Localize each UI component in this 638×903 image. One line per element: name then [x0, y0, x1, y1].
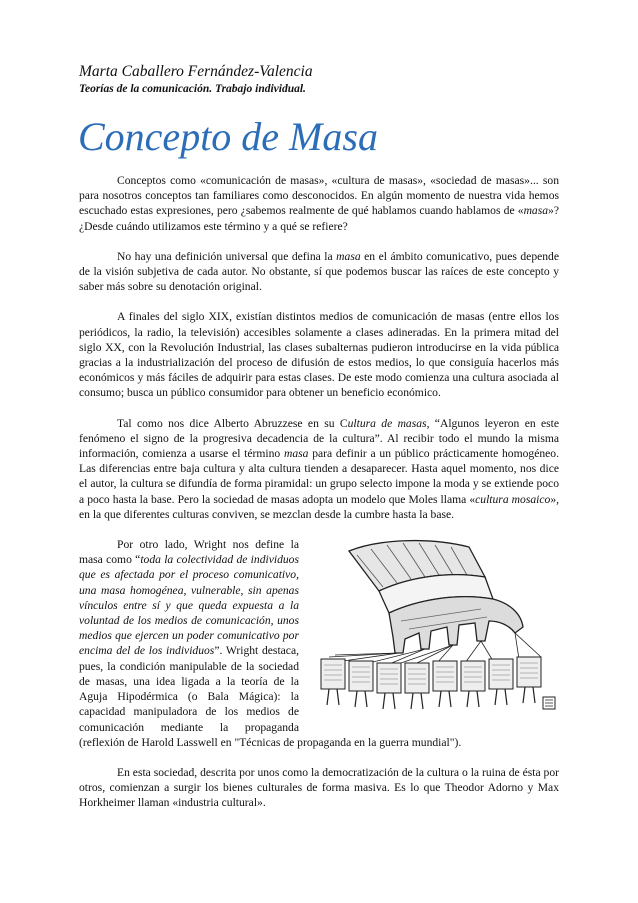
paragraph-4-text-a: Tal como nos dice Alberto Abruzzese en su C — [117, 416, 348, 430]
paragraph-1-text-a: Conceptos como «comunicación de masas», «cultura de masas», «sociedad de masas»... son para nosotros conceptos tan familiares como desconocidos. En algún momento de nuestra vida hemos escuchado estas expresiones, pero ¿sabemos realmente de qué hablamos cuando hablamos de « — [79, 174, 559, 218]
puppeteer-hand-illustration-icon — [309, 537, 559, 715]
paragraph-6-text-a: En esta sociedad, descrita por unos como la democratización de la cultura o la ruina de ésta por otros, comienzan a surgir los bienes culturales de forma masiva. Es lo que Theodor Adorno y Max Horkheimer llaman «industria cultural». — [79, 765, 559, 810]
paragraph-3-text-a: A finales del siglo XIX, existían distintos medios de comunicación de masas (entre ellos los periódicos, la radio, la televisión) accesibles solamente a clases adineradas. En la primera mitad del siglo XX, con la Revolución Industrial, las clases subalternas pudieron introducirse en la vida pública gracias a la industrialización del proceso de difusión de estos medios, lo que consiguía hacerlos más económicos y más fáciles de adquirir para estas clases. De este modo comienza una cultura asociada al consumo; busca un público consumidor para obtener un beneficio económico. — [79, 310, 559, 400]
paragraph-5 — [79, 537, 559, 750]
paragraph-2-masa-italic: masa — [336, 249, 361, 263]
paragraph-4-masa-italic: masa — [283, 447, 309, 461]
paragraph-5-text-c: ”. Wright destaca, pues, la condición manipulable de la sociedad de masas, una idea ligada a la teoría de la Aguja Hipodérmica (o Bala Mágica): la capacidad manipuladora de los medios de comunicación mediante la propaganda (reflexión de Harold Lasswell en "Técnicas de propaganda en la guerra mundial"). — [79, 644, 462, 749]
paragraph-4-text-g: », en la que diferentes culturas conviven, se mezclan desde la cumbre hasta la base. — [79, 492, 560, 521]
document-body — [79, 173, 559, 826]
author-name: Marta Caballero Fernández-Valencia — [79, 63, 313, 80]
paragraph-4-book-title: ultura de masas — [347, 416, 427, 430]
paragraph-4-text-e: para definir a un público prácticamente homogéneo. Las diferencias entre baja cultura y alta cultura tienden a desaparecer. Hasta aquel momento, nos dice el autor, la cultura se difundía de forma piramidal: un grupo selecto impone la moda y se extiende poco a poco hasta la base. Pero la sociedad de masas adopta un modelo que Moles llama « — [79, 447, 559, 506]
paragraph-2 — [79, 249, 559, 295]
paragraph-6 — [79, 765, 559, 811]
paragraph-1 — [79, 173, 559, 234]
paragraph-4 — [79, 416, 559, 522]
document-subtitle: Teorías de la comunicación. Trabajo individual. — [79, 83, 306, 95]
paragraph-4-text-c: , “Algunos leyeron en este fenómeno el signo de la progresiva decadencia de la cultura”. Al recibir todo el mundo la misma información, comienza a usarse el término — [79, 416, 559, 461]
paragraph-2-text-c: en el ámbito comunicativo, pues depende de la visión subjetiva de cada autor. No obstante, sí que podemos buscar las raíces de este concepto y saber más sobre su denotación original. — [79, 249, 559, 294]
paragraph-4-cultura-mosaico: cultura mosaico — [475, 492, 551, 506]
paragraph-3 — [79, 309, 559, 400]
paragraph-1-masa-italic: masa — [523, 204, 549, 218]
page-title: Concepto de Masa — [78, 114, 378, 159]
paragraph-2-text-a: No hay una definición universal que defina la — [117, 249, 337, 263]
paragraph-1-text-c: »? ¿Desde cuándo utilizamos este término y a qué se refiere? — [79, 204, 559, 233]
paragraph-5-wright-quote: toda la colectividad de individuos que es afectada por el proceso comunicativo, una masa homogénea, vulnerable, sin apenas vínculos entre sí y que queda expuesta a la voluntad de los medios de comunicación, unos medios que ejercen un poder comunicativo por encima del de los individuos — [79, 553, 299, 658]
paragraph-5-text-a: Por otro lado, Wright nos define la masa como “ — [79, 538, 299, 567]
